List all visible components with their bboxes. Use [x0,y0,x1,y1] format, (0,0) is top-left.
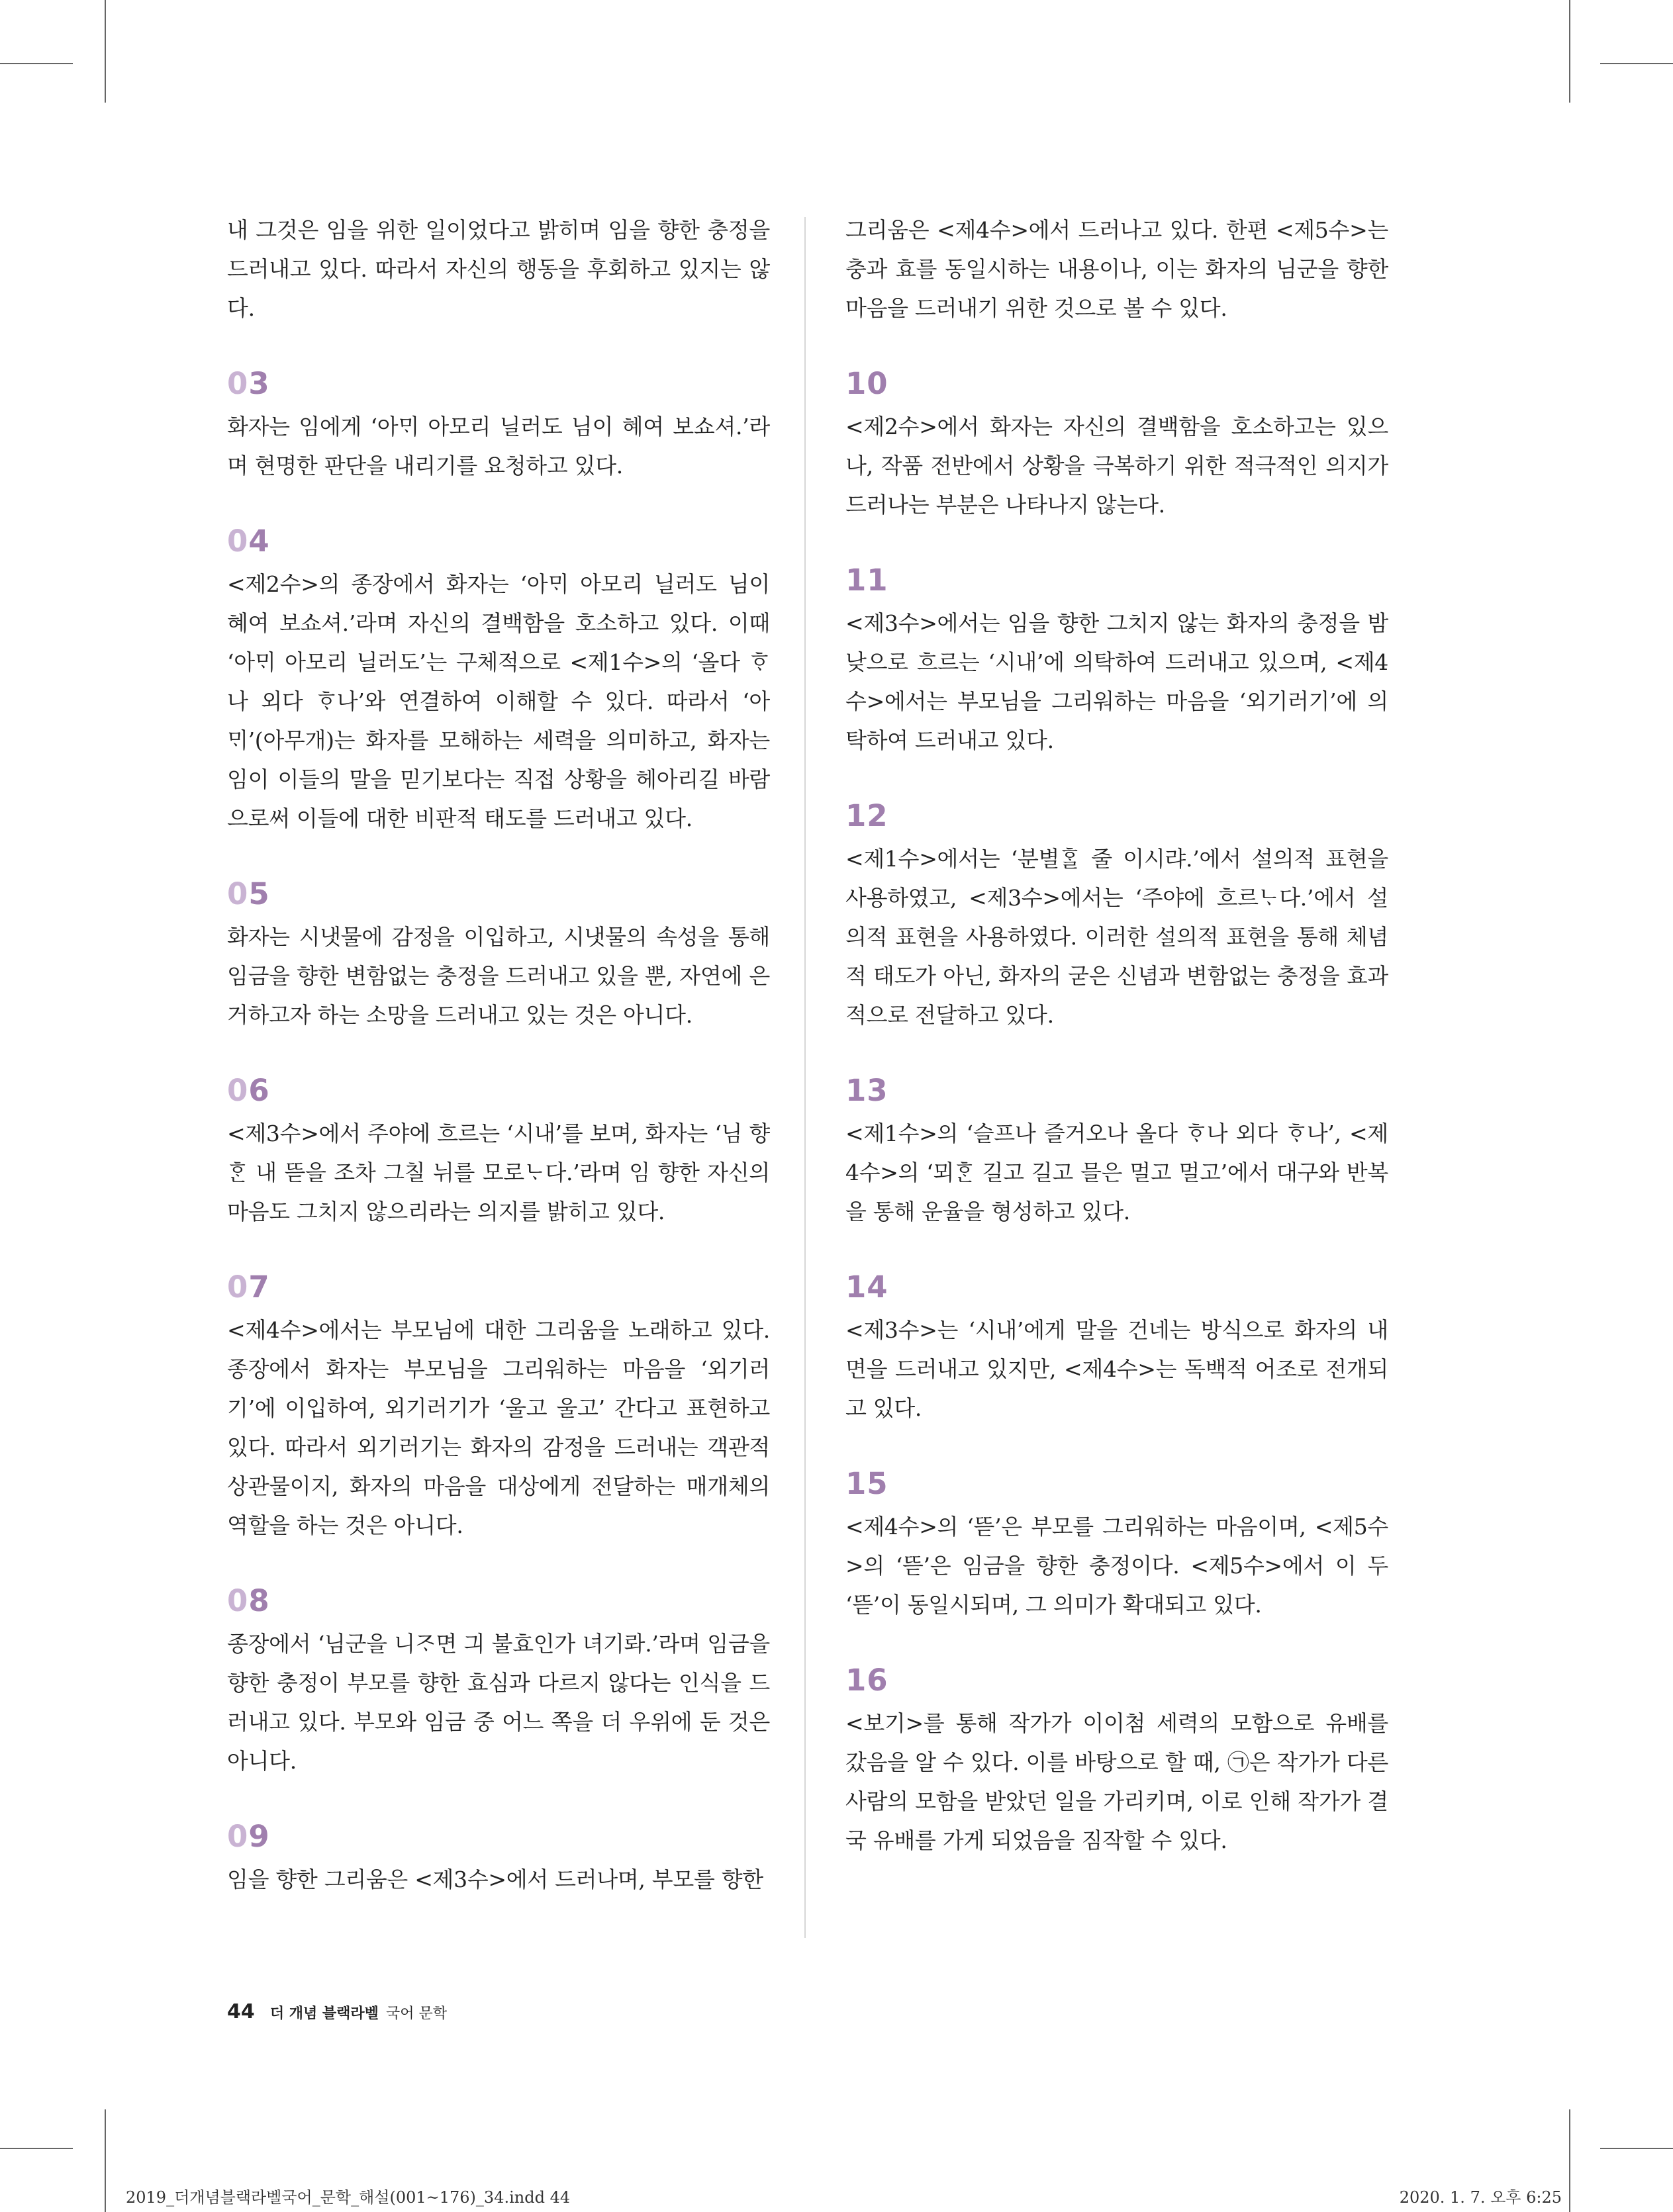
answer-number: 11 [845,563,888,598]
crop-mark-top-left-horizontal [0,63,73,64]
book-title: 더 개념 블랙라벨 [269,2005,379,2022]
answer-item-07 [227,1267,770,1545]
answer-item-11 [845,561,1388,760]
crop-mark-top-right-vertical [1569,0,1570,103]
answer-item-06 [227,1071,770,1231]
answer-item-05 [227,874,770,1035]
crop-mark-bottom-right-vertical [1569,2109,1570,2212]
answer-number: 08 [227,1583,270,1618]
crop-mark-top-left-vertical [105,0,106,103]
answer-text: 임을 향한 그리움은 <제3수>에서 드러나며, 부모를 향한 [227,1866,763,1892]
column-divider [804,217,806,1938]
answer-number: 13 [845,1073,888,1108]
answer-text: <제4수>에서는 부모님에 대한 그리움을 노래하고 있다. 종장에서 화자는 부모님을 그리워하는 마음을 ‘외기러기’에 이입하여, 외기러기가 ‘울고 울고’ 간다고 표현하고 있다. 따라서 외기러기는 화자의 감정을 드러내는 객관적 상관물이지, 화자의 마음을 대상에게 전달하는 매개체의 역할을 하는 것은 아니다. [227,1317,770,1538]
answer-text: <제3수>에서 주야에 흐르는 ‘시내’를 보며, 화자는 ‘님 향ᄒᆞᆫ 내 뜯을 조차 그칠 뉘를 모로ᄂᆞ다.’라며 임 향한 자신의 마음도 그치지 않으리라는 의지를 밝히고 있다. [227,1121,770,1224]
page-footer [227,2000,447,2023]
answer-text: <제4수>의 ‘뜯’은 부모를 그리워하는 마음이며, <제5수>의 ‘뜯’은 임금을 향한 충정이다. <제5수>에서 이 두 ‘뜯’이 동일시되며, 그 의미가 확대되고 있다. [845,1514,1388,1618]
crop-mark-bottom-left-horizontal [0,2148,73,2149]
right-column [845,210,1388,1860]
answer-item-10 [845,364,1388,524]
answer-number: 14 [845,1269,888,1305]
answer-number: 16 [845,1663,888,1698]
answer-text: 화자는 시냇물에 감정을 이입하고, 시냇물의 속성을 통해 임금을 향한 변함없는 충정을 드러내고 있을 뿐, 자연에 은거하고자 하는 소망을 드러내고 있는 것은 아니다. [227,924,770,1028]
answer-text: 화자는 임에게 ‘아ᄆᆡ 아모리 닐러도 님이 혜여 보쇼셔.’라며 현명한 판단을 내리기를 요청하고 있다. [227,414,770,479]
left-column [227,210,770,1899]
answer-text: <제1수>의 ‘슬프나 즐거오나 올다 ᄒᆞ나 외다 ᄒᆞ나’, <제4수>의 ‘뫼ᄒᆞᆫ 길고 길고 믈은 멀고 멀고’에서 대구와 반복을 통해 운율을 형성하고 있다. [845,1121,1388,1224]
answer-number: 05 [227,876,270,911]
answer-text: <제3수>는 ‘시내’에게 말을 건네는 방식으로 화자의 내면을 드러내고 있지만, <제4수>는 독백적 어조로 전개되고 있다. [845,1317,1388,1421]
subject-label: 국어 문학 [386,2005,448,2022]
answer-number: 03 [227,366,270,401]
answer-item-09 [227,1817,770,1899]
print-slug-timestamp: 2020. 1. 7. 오후 6:25 [1399,2188,1562,2207]
answer-number: 10 [845,366,888,401]
answer-item-12 [845,796,1388,1035]
answer-number: 04 [227,524,270,559]
answer-number: 09 [227,1819,270,1854]
answer-text: <보기>를 통해 작가가 이이첨 세력의 모함으로 유배를 갔음을 알 수 있다. 이를 바탕으로 할 때, ㉠은 작가가 다른 사람의 모함을 받았던 일을 가리키며, 이로 인해 작가가 결국 유배를 가게 되었음을 짐작할 수 있다. [845,1710,1388,1853]
answer-text: <제2수>의 종장에서 화자는 ‘아ᄆᆡ 아모리 닐러도 님이 혜여 보쇼셔.’라며 자신의 결백함을 호소하고 있다. 이때 ‘아ᄆᆡ 아모리 닐러도’는 구체적으로 <제1수>의 ‘올다 ᄒᆞ나 외다 ᄒᆞ나’와 연결하여 이해할 수 있다. 따라서 ‘아ᄆᆡ’(아무개)는 화자를 모해하는 세력을 의미하고, 화자는 임이 이들의 말을 믿기보다는 직접 상황을 헤아리길 바람으로써 이들에 대한 비판적 태도를 드러내고 있다. [227,571,770,831]
answer-item-04 [227,522,770,838]
answer-item-13 [845,1071,1388,1231]
right-intro-text: 그리움은 <제4수>에서 드러나고 있다. 한편 <제5수>는 충과 효를 동일시하는 내용이나, 이는 화자의 님군을 향한 마음을 드러내기 위한 것으로 볼 수 있다. [845,217,1388,321]
answer-number: 12 [845,798,888,833]
left-intro-text: 내 그것은 임을 위한 일이었다고 밝히며 임을 향한 충정을 드러내고 있다. 따라서 자신의 행동을 후회하고 있지는 않다. [227,217,770,321]
answer-text: <제2수>에서 화자는 자신의 결백함을 호소하고는 있으나, 작품 전반에서 상황을 극복하기 위한 적극적인 의지가 드러나는 부분은 나타나지 않는다. [845,414,1388,518]
answer-item-08 [227,1581,770,1780]
answer-text: <제3수>에서는 임을 향한 그치지 않는 화자의 충정을 밤낮으로 흐르는 ‘시내’에 의탁하여 드러내고 있으며, <제4수>에서는 부모님을 그리워하는 마음을 ‘외기러기’에 의탁하여 드러내고 있다. [845,610,1388,753]
answer-text: <제1수>에서는 ‘분별ᄒᆞᆯ 줄 이시랴.’에서 설의적 표현을 사용하였고, <제3수>에서는 ‘주야에 흐르ᄂᆞ다.’에서 설의적 표현을 사용하였다. 이러한 설의적 표현을 통해 체념적 태도가 아닌, 화자의 굳은 신념과 변함없는 충정을 효과적으로 전달하고 있다. [845,846,1388,1028]
crop-mark-top-right-horizontal [1600,63,1673,64]
crop-mark-bottom-left-vertical [105,2109,106,2212]
crop-mark-bottom-right-horizontal [1600,2148,1673,2149]
answer-item-14 [845,1267,1388,1428]
answer-item-03 [227,364,770,485]
answer-number: 15 [845,1466,888,1501]
answer-item-15 [845,1464,1388,1624]
answer-number: 07 [227,1269,270,1305]
page-number: 44 [227,2000,255,2023]
answer-item-16 [845,1661,1388,1860]
answer-number: 06 [227,1073,270,1108]
print-slug-file: 2019_더개념블랙라벨국어_문학_해설(001~176)_34.indd 44 [126,2188,571,2207]
answer-text: 종장에서 ‘님군을 니ᄌᆞ면 긔 불효인가 녀기롸.’라며 임금을 향한 충정이 부모를 향한 효심과 다르지 않다는 인식을 드러내고 있다. 부모와 임금 중 어느 쪽을 더 우위에 둔 것은 아니다. [227,1631,770,1774]
